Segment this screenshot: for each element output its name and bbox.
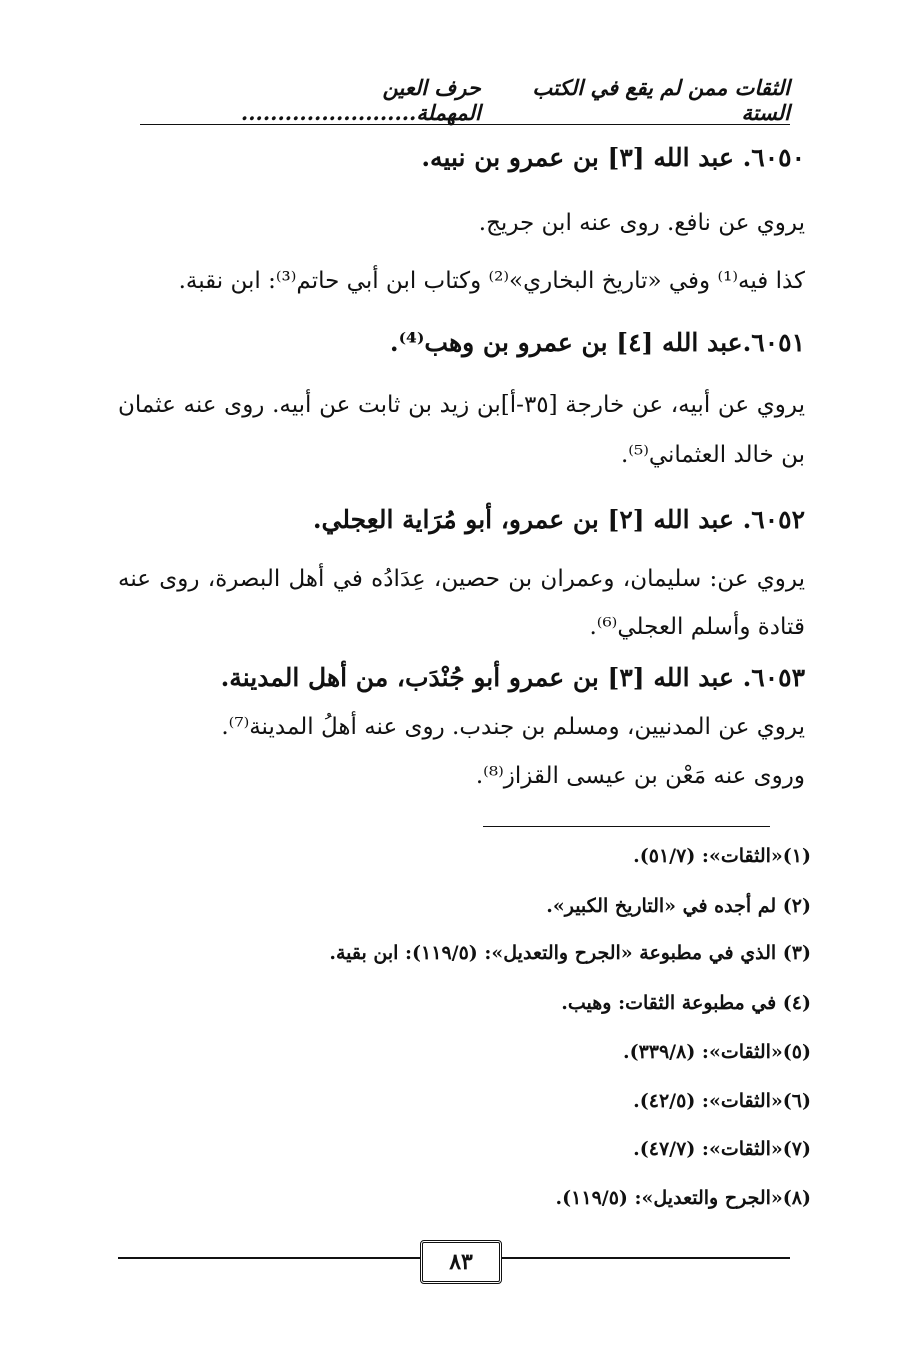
entry-text: يروي عن: سليمان، وعمران بن حصين، عِدَادُه في أهل البصرة، روى عنه [118, 566, 805, 592]
footnote-separator [483, 826, 770, 827]
footnote: (٦)«الثقات»: (٤٢/٥). [633, 1090, 811, 1112]
header-rule [140, 124, 790, 125]
entry-text: يروي عن أبيه، عن خارجة [٣٥-أ]بن زيد بن ثابت عن أبيه. روى عنه عثمان [118, 392, 805, 418]
entry-text: يروي عن المدنيين، ومسلم بن جندب. روى عنه أهلُ المدينة⁽⁷⁾. [221, 714, 805, 740]
header-book-title: الثقات ممن لم يقع في الكتب الستة [532, 75, 790, 125]
entry-heading: ٦٠٥٢. عبد الله [٢] بن عمرو، أبو مُرَاية العِجلي. [312, 505, 805, 534]
running-header [140, 75, 790, 125]
footnote: (٧)«الثقات»: (٤٧/٧). [633, 1138, 811, 1160]
entry-heading: ٦٠٥١.عبد الله [٤] بن عمرو بن وهب⁽⁴⁾. [389, 328, 805, 357]
footer-rule-right [496, 1257, 790, 1259]
header-section-title: حرف العين المهملة........................ [240, 75, 481, 125]
entry-text: بن خالد العثماني⁽⁵⁾. [620, 442, 805, 468]
footer-rule-left [118, 1257, 423, 1259]
footnote: (٢) لم أجده في «التاريخ الكبير». [546, 895, 811, 917]
footnote: (٤) في مطبوعة الثقات: وهيب. [561, 992, 811, 1014]
entry-text: قتادة وأسلم العجلي⁽⁶⁾. [589, 614, 805, 640]
footnote: (٣) الذي في مطبوعة «الجرح والتعديل»: (١١٩/٥): ابن بقية. [329, 942, 811, 964]
page-number: ٨٣ [420, 1240, 502, 1284]
footnote: (٨)«الجرح والتعديل»: (١١٩/٥). [555, 1187, 811, 1209]
entry-text: كذا فيه⁽¹⁾ وفي «تاريخ البخاري»⁽²⁾ وكتاب ابن أبي حاتم⁽³⁾: ابن نقبة. [178, 268, 805, 294]
entry-heading: ٦٠٥٠. عبد الله [٣] بن عمرو بن نبيه. [421, 143, 805, 172]
footnote: (١)«الثقات»: (٥١/٧). [633, 845, 811, 867]
footnote: (٥)«الثقات»: (٣٣٩/٨). [622, 1041, 811, 1063]
entry-text: وروى عنه مَعْن بن عيسى القزاز⁽⁸⁾. [475, 763, 805, 789]
entry-heading: ٦٠٥٣. عبد الله [٣] بن عمرو أبو جُنْدَب، من أهل المدينة. [220, 663, 805, 692]
entry-text: يروي عن نافع. روى عنه ابن جريج. [478, 210, 805, 236]
